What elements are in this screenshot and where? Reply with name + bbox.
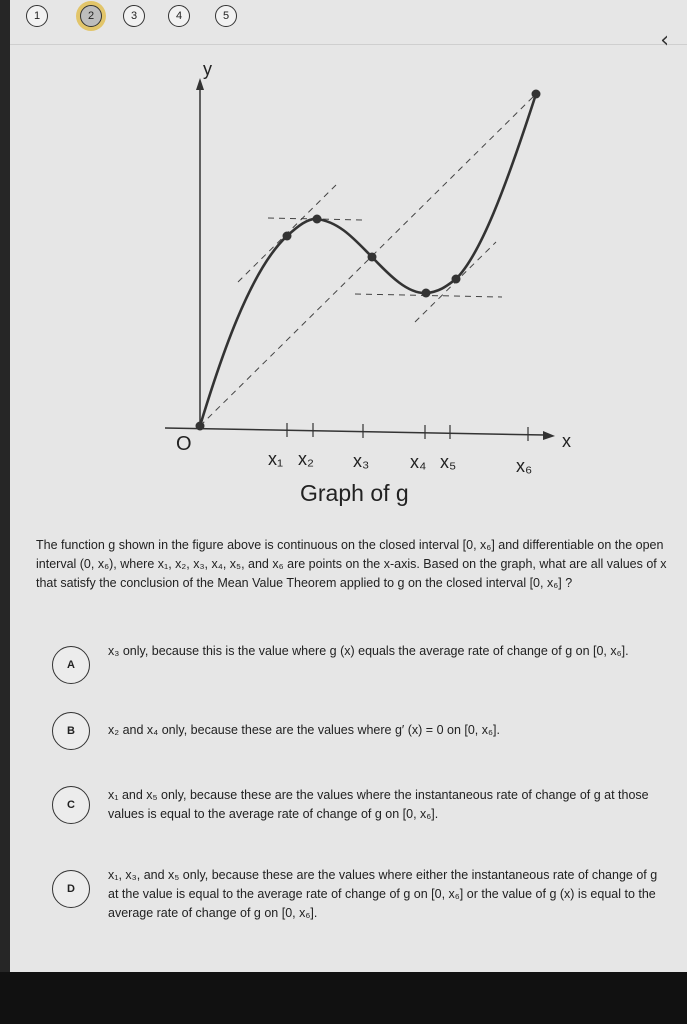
choice-d-text: x₁, x₃, and x₅ only, because these are the values where either the instantaneous rate of change of g at the value is equal to the average rate of change of g on [0, x₆] or the value of g (x) is equal to the average rate of change of g on [0, x₆]. [108, 868, 658, 920]
y-axis-arrow-icon [196, 78, 204, 90]
question-1-button[interactable]: 1 [26, 5, 48, 27]
point-x3 [368, 253, 377, 262]
tick-label-x3: x₃ [353, 451, 370, 471]
question-2-button[interactable]: 2 [80, 5, 102, 27]
question-5-button[interactable]: 5 [215, 5, 237, 27]
y-axis-label: y [203, 59, 212, 79]
x-axis-arrow-icon [543, 431, 555, 440]
point-x5 [452, 275, 461, 284]
x-axis [165, 428, 545, 435]
choice-b-text: x₂ and x₄ only, because these are the values where g′ (x) = 0 on [0, x₆]. [108, 723, 500, 737]
choice-c-text: x₁ and x₅ only, because these are the values where the instantaneous rate of change of g at those values is equal to the average rate of change of g on [0, x₆]. [108, 788, 649, 821]
point-x4 [422, 289, 431, 298]
choice-d-letter: D [52, 870, 90, 908]
bottom-bezel [0, 972, 687, 1024]
point-origin [196, 422, 205, 431]
origin-label: O [176, 433, 192, 455]
tick-label-x4: x₄ [410, 452, 427, 472]
question-4-button[interactable]: 4 [168, 5, 190, 27]
choice-a-letter: A [52, 646, 90, 684]
question-nav-bar [10, 0, 687, 53]
question-3-button[interactable]: 3 [123, 5, 145, 27]
choice-a-text: x₃ only, because this is the value where g (x) equals the average rate of change of g on [0, x₆]. [108, 644, 629, 658]
choice-b-letter: B [52, 712, 90, 750]
secant-line [200, 94, 536, 426]
tick-label-x1: x₁ [268, 449, 284, 469]
tick-label-x5: x₅ [440, 452, 457, 472]
graph-caption: Graph of g [300, 480, 409, 506]
tick-label-x6: x₆ [516, 456, 533, 476]
point-x6 [532, 90, 541, 99]
point-x1 [283, 232, 292, 241]
question-text: The function g shown in the figure above is continuous on the closed interval [0, x₆] and differentiable on the open interval (0, x₆), where x₁, x₂, x₃, x₄, x₅, and x₆ are points on the x-axis. Based on the graph, what are all values of x that satisfy the conclusion of the Mean Value Theorem applied to g on the closed interval [0, x₆] ? [36, 538, 667, 590]
tick-label-x2: x₂ [298, 449, 314, 469]
choice-c-letter: C [52, 786, 90, 824]
point-x2 [313, 215, 322, 224]
back-chevron-icon[interactable]: ‹ [660, 28, 669, 53]
graph-of-g [150, 50, 610, 480]
x-axis-label: x [562, 431, 571, 451]
screen [10, 0, 687, 972]
